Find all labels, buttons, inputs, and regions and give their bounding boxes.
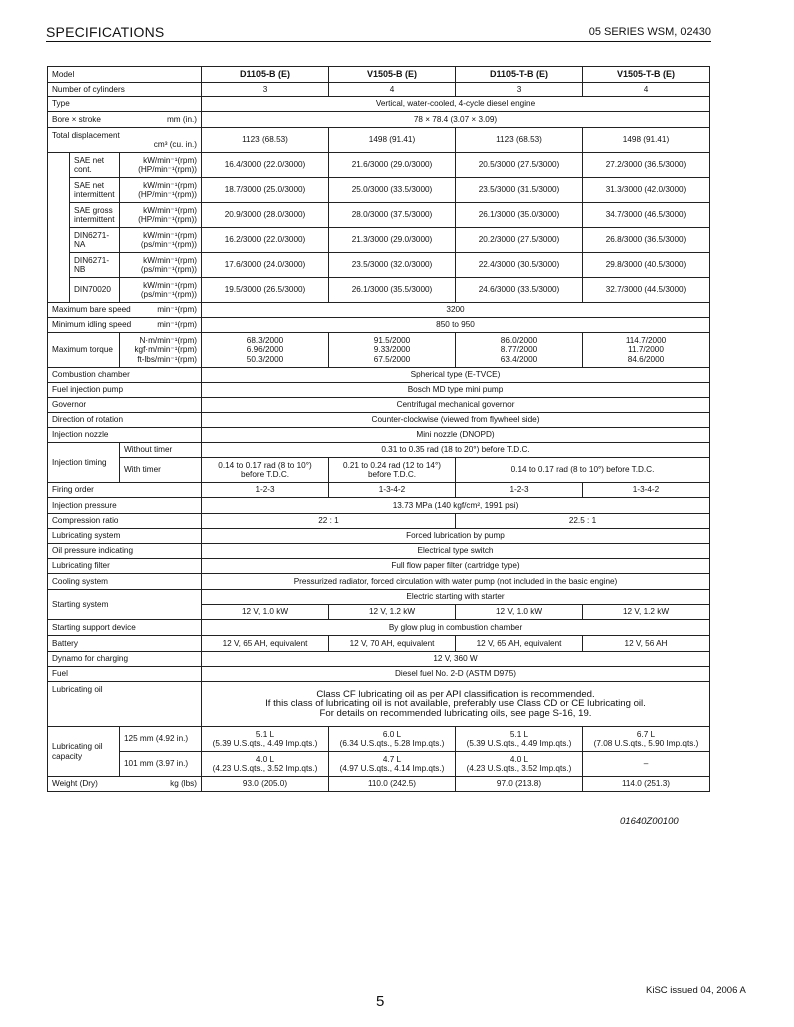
- table-row: [48, 727, 710, 752]
- row-label: Fuel: [48, 667, 202, 682]
- cell: 850 to 950: [202, 318, 710, 333]
- table-row: [48, 112, 710, 128]
- table-row: [48, 529, 710, 544]
- table-row: [48, 443, 710, 458]
- cell: 4: [329, 83, 456, 97]
- label-text: Weight (Dry): [52, 779, 98, 789]
- table-row: [48, 97, 710, 112]
- cell: 26.8/3000 (36.5/3000): [583, 228, 710, 253]
- unit-text: mm (in.): [166, 114, 197, 124]
- cell: 3200: [202, 303, 710, 318]
- row-label: [48, 112, 202, 128]
- row-label: Firing order: [48, 483, 202, 498]
- label-text: Minimum idling speed: [52, 320, 132, 330]
- unit-text: cm³ (cu. in.): [153, 140, 197, 149]
- cell: 16.4/3000 (22.0/3000): [202, 153, 329, 178]
- cell: 12 V, 1.0 kW: [202, 605, 329, 620]
- cell: 4.0 L (4.23 U.S.qts., 3.52 Imp.qts.): [202, 752, 329, 777]
- cell: 20.5/3000 (27.5/3000): [456, 153, 583, 178]
- row-label: Oil pressure indicating: [48, 544, 202, 559]
- row-label: Injection nozzle: [48, 428, 202, 443]
- cell: 114.7/2000 11.7/2000 84.6/2000: [583, 333, 710, 368]
- cell: Bosch MD type mini pump: [202, 383, 710, 398]
- table-row: [48, 667, 710, 682]
- cell: 27.2/3000 (36.5/3000): [583, 153, 710, 178]
- cell: 16.2/3000 (22.0/3000): [202, 228, 329, 253]
- row-label: Lubricating oil capacity: [48, 727, 120, 777]
- brake-item-name: SAE net intermittent: [70, 178, 120, 203]
- table-row: [48, 128, 710, 153]
- brake-item-unit: kW/min⁻¹(rpm) (HP/min⁻¹(rpm)): [120, 153, 202, 178]
- cell: By glow plug in combustion chamber: [202, 620, 710, 636]
- cell: 91.5/2000 9.33/2000 67.5/2000: [329, 333, 456, 368]
- row-label: Governor: [48, 398, 202, 413]
- lubricating-oil-note: Class CF lubricating oil as per API classification is recommended. If this class of lubricating oil is not available, preferably use Class CD or CE lubricating oil. For details on recommended lubricating oils, see page S-16, 19.: [202, 682, 710, 727]
- row-label: Maximum torque: [48, 333, 120, 368]
- cell: Counter-clockwise (viewed from flywheel side): [202, 413, 710, 428]
- cell: 1-2-3: [202, 483, 329, 498]
- cell: Forced lubrication by pump: [202, 529, 710, 544]
- page-title: SPECIFICATIONS: [46, 24, 165, 40]
- brake-item-name: DIN70020: [70, 278, 120, 303]
- table-row: [48, 318, 710, 333]
- table-row: [48, 777, 710, 792]
- table-row: [48, 153, 710, 178]
- row-label: Battery: [48, 636, 202, 652]
- table-row: [48, 458, 710, 483]
- cell: 1123 (68.53): [456, 128, 583, 153]
- brake-horsepower-label: [48, 153, 70, 303]
- cell: 4: [583, 83, 710, 97]
- row-label: Direction of rotation: [48, 413, 202, 428]
- cell: Pressurized radiator, forced circulation with water pump (not included in the basic engine): [202, 574, 710, 590]
- sub-label: Without timer: [120, 443, 202, 458]
- table-row: [48, 333, 710, 368]
- cell: 1-2-3: [456, 483, 583, 498]
- cell: 23.5/3000 (32.0/3000): [329, 253, 456, 278]
- table-row: [48, 574, 710, 590]
- table-row: [48, 383, 710, 398]
- table-row: [48, 278, 710, 303]
- brake-item-name: SAE gross intermittent: [70, 203, 120, 228]
- cell: 78 × 78.4 (3.07 × 3.09): [202, 112, 710, 128]
- cell: 23.5/3000 (31.5/3000): [456, 178, 583, 203]
- row-label: Number of cylinders: [48, 83, 202, 97]
- page-number: 5: [376, 993, 385, 1010]
- row-label: Type: [48, 97, 202, 112]
- cell: 6.0 L (6.34 U.S.qts., 5.28 Imp.qts.): [329, 727, 456, 752]
- row-label: Fuel injection pump: [48, 383, 202, 398]
- table-row: [48, 559, 710, 574]
- cell: 93.0 (205.0): [202, 777, 329, 792]
- cell: 20.9/3000 (28.0/3000): [202, 203, 329, 228]
- table-row: [48, 682, 710, 727]
- cell: 22 : 1: [202, 514, 456, 529]
- table-row: [48, 228, 710, 253]
- row-label: Starting system: [48, 590, 202, 620]
- cell: 13.73 MPa (140 kgf/cm², 1991 psi): [202, 498, 710, 514]
- cell: 31.3/3000 (42.0/3000): [583, 178, 710, 203]
- cell: 26.1/3000 (35.0/3000): [456, 203, 583, 228]
- table-row: [48, 652, 710, 667]
- table-row: [48, 498, 710, 514]
- series-label: 05 SERIES WSM, 02430: [588, 26, 711, 38]
- cell: 12 V, 1.0 kW: [456, 605, 583, 620]
- brake-item-name: DIN6271-NA: [70, 228, 120, 253]
- depth-label: 101 mm (3.97 in.): [120, 752, 202, 777]
- page-header: [46, 22, 711, 42]
- cell: Diesel fuel No. 2-D (ASTM D975): [202, 667, 710, 682]
- cell: Centrifugal mechanical governor: [202, 398, 710, 413]
- unit-text: min⁻¹(rpm): [157, 305, 197, 315]
- row-label: Dynamo for charging: [48, 652, 202, 667]
- unit-text: min⁻¹(rpm): [157, 320, 197, 330]
- table-row: [48, 398, 710, 413]
- row-label: [48, 128, 202, 153]
- table-row: [48, 514, 710, 529]
- cell: 22.5 : 1: [456, 514, 710, 529]
- sub-label: With timer: [120, 458, 202, 483]
- cell: 24.6/3000 (33.5/3000): [456, 278, 583, 303]
- cell: 12 V, 1.2 kW: [583, 605, 710, 620]
- cell: 97.0 (213.8): [456, 777, 583, 792]
- cell: 12 V, 70 AH, equivalent: [329, 636, 456, 652]
- cell: 1-3-4-2: [583, 483, 710, 498]
- table-row: [48, 428, 710, 443]
- cell: 12 V, 65 AH, equivalent: [456, 636, 583, 652]
- brake-item-unit: kW/min⁻¹(rpm) (HP/min⁻¹(rpm)): [120, 203, 202, 228]
- cell: 1498 (91.41): [329, 128, 456, 153]
- cell: 114.0 (251.3): [583, 777, 710, 792]
- figure-code: 01640Z00100: [620, 816, 679, 827]
- cell: 0.14 to 0.17 rad (8 to 10°) before T.D.C.: [456, 458, 710, 483]
- cell: 0.21 to 0.24 rad (12 to 14°) before T.D.C.: [329, 458, 456, 483]
- cell: 20.2/3000 (27.5/3000): [456, 228, 583, 253]
- cell: 12 V, 56 AH: [583, 636, 710, 652]
- brake-item-unit: kW/min⁻¹(rpm) (ps/min⁻¹(rpm)): [120, 253, 202, 278]
- cell: 0.31 to 0.35 rad (18 to 20°) before T.D.C.: [202, 443, 710, 458]
- cell: –: [583, 752, 710, 777]
- cell: 12 V, 360 W: [202, 652, 710, 667]
- table-row: [48, 483, 710, 498]
- cell: Electric starting with starter: [202, 590, 710, 605]
- table-row: [48, 636, 710, 652]
- unit-text: kg (lbs): [170, 779, 197, 789]
- brake-item-name: DIN6271-NB: [70, 253, 120, 278]
- brake-item-unit: kW/min⁻¹(rpm) (ps/min⁻¹(rpm)): [120, 228, 202, 253]
- table-row: [48, 253, 710, 278]
- table-row: [48, 178, 710, 203]
- row-label: [48, 777, 202, 792]
- cell: 1123 (68.53): [202, 128, 329, 153]
- table-row: [48, 752, 710, 777]
- cell: Spherical type (E-TVCE): [202, 368, 710, 383]
- cell: 68.3/2000 6.96/2000 50.3/2000: [202, 333, 329, 368]
- row-label: Injection pressure: [48, 498, 202, 514]
- cell: 86.0/2000 8.77/2000 63.4/2000: [456, 333, 583, 368]
- cell: 5.1 L (5.39 U.S.qts., 4.49 Imp.qts.): [456, 727, 583, 752]
- torque-units: N·m/min⁻¹(rpm) kgf·m/min⁻¹(rpm) ft-lbs/min⁻¹(rpm): [120, 333, 202, 368]
- row-label: Combustion chamber: [48, 368, 202, 383]
- cell: Full flow paper filter (cartridge type): [202, 559, 710, 574]
- cell: 34.7/3000 (46.5/3000): [583, 203, 710, 228]
- label-text: Bore × stroke: [52, 114, 101, 124]
- cell: 19.5/3000 (26.5/3000): [202, 278, 329, 303]
- cell: 28.0/3000 (37.5/3000): [329, 203, 456, 228]
- model-header: D1105-T-B (E): [456, 67, 583, 83]
- cell: 21.6/3000 (29.0/3000): [329, 153, 456, 178]
- depth-label: 125 mm (4.92 in.): [120, 727, 202, 752]
- cell: 6.7 L (7.08 U.S.qts., 5.90 Imp.qts.): [583, 727, 710, 752]
- footer-issue: KiSC issued 04, 2006 A: [646, 985, 746, 996]
- model-header: D1105-B (E): [202, 67, 329, 83]
- cell: 3: [456, 83, 583, 97]
- cell: 5.1 L (5.39 U.S.qts., 4.49 Imp.qts.): [202, 727, 329, 752]
- table-row: [48, 83, 710, 97]
- cell: Electrical type switch: [202, 544, 710, 559]
- cell: 26.1/3000 (35.5/3000): [329, 278, 456, 303]
- cell: 3: [202, 83, 329, 97]
- label-text: Maximum bare speed: [52, 305, 131, 315]
- brake-item-unit: kW/min⁻¹(rpm) (HP/min⁻¹(rpm)): [120, 178, 202, 203]
- cell: 22.4/3000 (30.5/3000): [456, 253, 583, 278]
- table-row: [48, 67, 710, 83]
- row-label: Cooling system: [48, 574, 202, 590]
- cell: Mini nozzle (DNOPD): [202, 428, 710, 443]
- table-row: [48, 368, 710, 383]
- cell: Vertical, water-cooled, 4-cycle diesel engine: [202, 97, 710, 112]
- table-row: [48, 620, 710, 636]
- specifications-table: [47, 66, 710, 792]
- header-rule: [46, 41, 711, 42]
- model-header: V1505-T-B (E): [583, 67, 710, 83]
- cell: 29.8/3000 (40.5/3000): [583, 253, 710, 278]
- table-row: [48, 303, 710, 318]
- cell: 0.14 to 0.17 rad (8 to 10°) before T.D.C.: [202, 458, 329, 483]
- row-label: Lubricating oil: [48, 682, 202, 727]
- table-row: [48, 413, 710, 428]
- cell: 1498 (91.41): [583, 128, 710, 153]
- row-label: Lubricating filter: [48, 559, 202, 574]
- table-row: [48, 590, 710, 605]
- row-label: Starting support device: [48, 620, 202, 636]
- row-label: Injection timing: [48, 443, 120, 483]
- brake-item-name: SAE net cont.: [70, 153, 120, 178]
- cell: 25.0/3000 (33.5/3000): [329, 178, 456, 203]
- row-label: Lubricating system: [48, 529, 202, 544]
- cell: 21.3/3000 (29.0/3000): [329, 228, 456, 253]
- cell: 12 V, 1.2 kW: [329, 605, 456, 620]
- cell: 12 V, 65 AH, equivalent: [202, 636, 329, 652]
- table-row: [48, 544, 710, 559]
- cell: 4.0 L (4.23 U.S.qts., 3.52 Imp.qts.): [456, 752, 583, 777]
- cell: 32.7/3000 (44.5/3000): [583, 278, 710, 303]
- row-label: Model: [48, 67, 202, 83]
- table-row: [48, 203, 710, 228]
- cell: 18.7/3000 (25.0/3000): [202, 178, 329, 203]
- label-text: Total displacement: [52, 130, 120, 140]
- cell: 1-3-4-2: [329, 483, 456, 498]
- model-header: V1505-B (E): [329, 67, 456, 83]
- cell: 4.7 L (4.97 U.S.qts., 4.14 Imp.qts.): [329, 752, 456, 777]
- row-label: Compression ratio: [48, 514, 202, 529]
- row-label: [48, 318, 202, 333]
- cell: 17.6/3000 (24.0/3000): [202, 253, 329, 278]
- cell: 110.0 (242.5): [329, 777, 456, 792]
- brake-item-unit: kW/min⁻¹(rpm) (ps/min⁻¹(rpm)): [120, 278, 202, 303]
- row-label: [48, 303, 202, 318]
